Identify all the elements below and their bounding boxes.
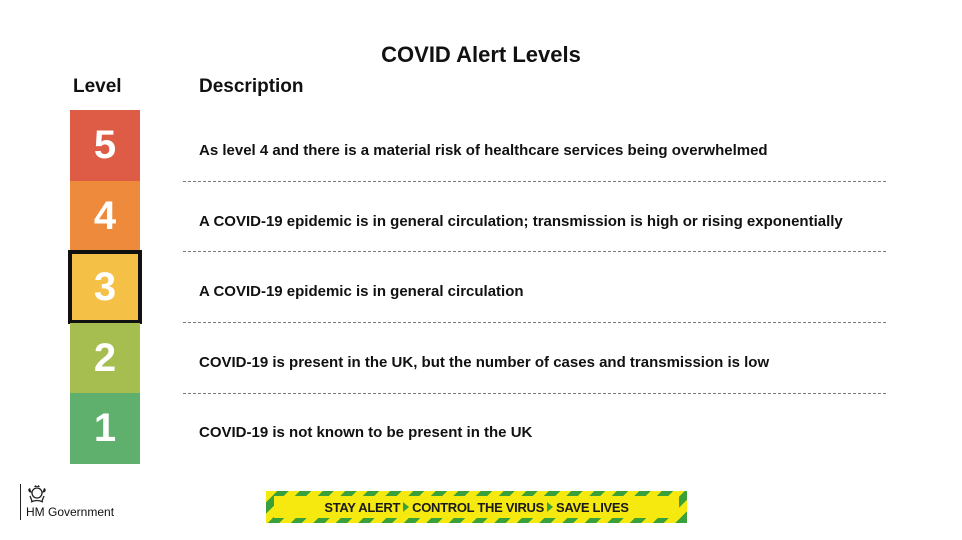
level-5-description: As level 4 and there is a material risk of healthcare services being overwhelmed [199, 142, 768, 159]
logo-text: HM Government [26, 505, 115, 519]
level-number: 1 [93, 406, 117, 450]
stay-alert-banner [266, 491, 687, 523]
level-number: 4 [93, 194, 117, 238]
level-1-block [70, 393, 140, 464]
banner-text [274, 496, 679, 518]
description-column-header: Description [199, 76, 304, 97]
royal-crest-icon [26, 484, 48, 504]
level-divider [183, 251, 886, 252]
banner-part-stay-alert: STAY ALERT [324, 499, 401, 515]
level-divider [183, 181, 886, 182]
level-2-block [70, 323, 140, 394]
level-divider [183, 322, 886, 323]
level-2-description: COVID-19 is present in the UK, but the number of cases and transmission is low [199, 354, 770, 371]
arrow-right-icon [403, 502, 409, 512]
level-divider [183, 393, 886, 394]
level-3-description: A COVID-19 epidemic is in general circulation [199, 283, 524, 300]
banner-part-save-lives: SAVE LIVES [556, 499, 629, 515]
level-4-block [70, 181, 140, 252]
level-number: 2 [93, 336, 117, 380]
level-number: 5 [93, 123, 117, 167]
level-column-header: Level [73, 76, 122, 97]
hm-government-logo [20, 484, 126, 520]
level-number: 3 [93, 264, 117, 309]
level-3-block-current [68, 250, 142, 324]
level-4-description: A COVID-19 epidemic is in general circulation; transmission is high or rising exponentially [199, 213, 843, 230]
page-title: COVID Alert Levels [381, 42, 581, 67]
banner-part-control-the-virus: CONTROL THE VIRUS [412, 499, 544, 515]
arrow-right-icon [547, 502, 553, 512]
level-5-block [70, 110, 140, 181]
level-1-description: COVID-19 is not known to be present in the UK [199, 424, 533, 441]
